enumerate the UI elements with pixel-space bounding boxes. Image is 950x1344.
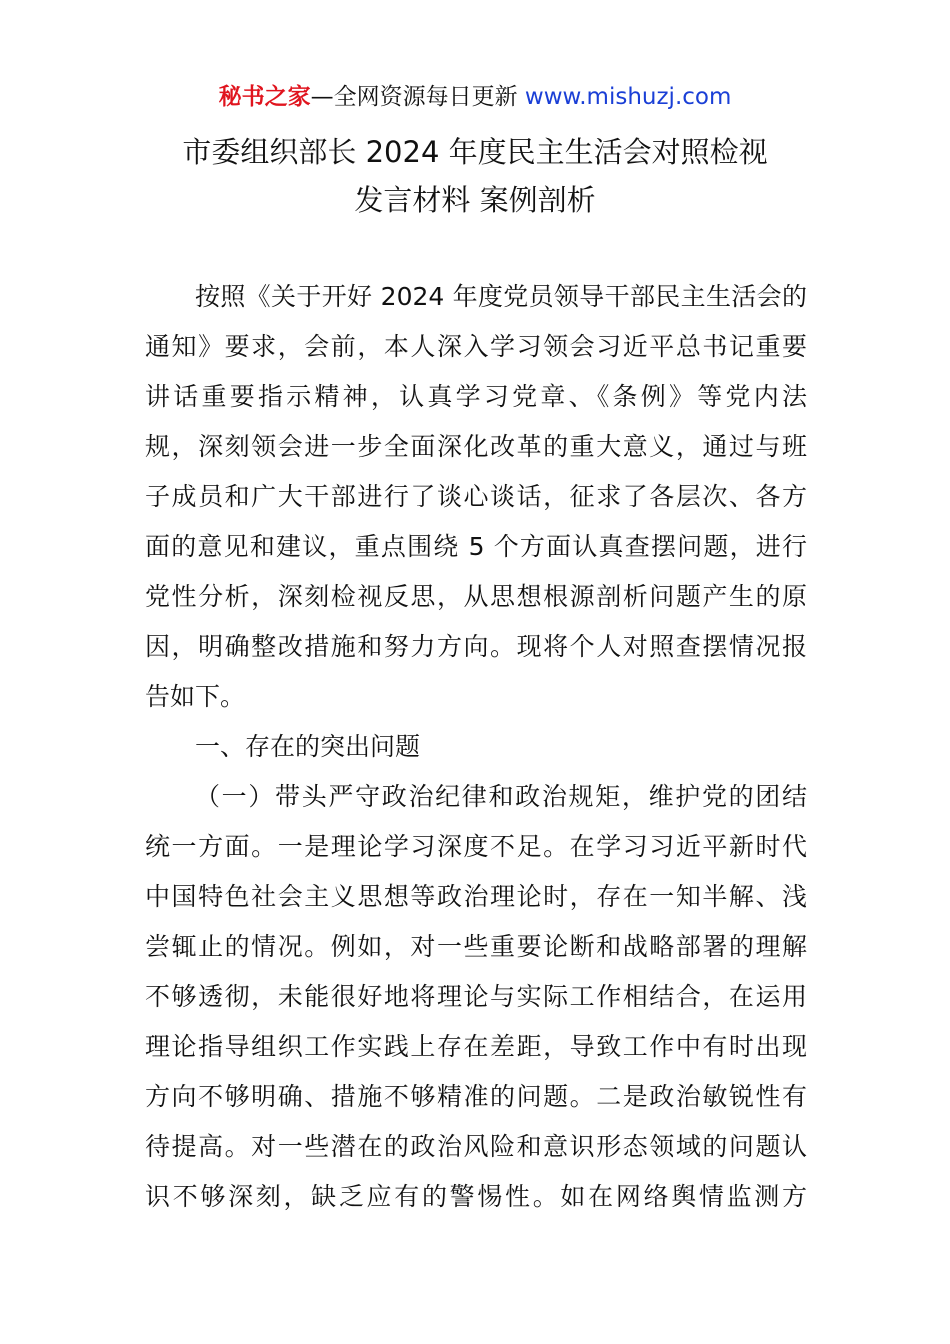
paragraph-1-line: 规，深刻领会进一步全面深化改革的重大意义，通过与班 — [145, 432, 807, 461]
paragraph-2-line: 待提高。对一些潜在的政治风险和意识形态领域的问题认 — [145, 1132, 807, 1161]
document-title — [145, 128, 805, 224]
document-body — [145, 272, 807, 1222]
paragraph-2-line: 方向不够明确、措施不够精准的问题。二是政治敏锐性有 — [145, 1082, 807, 1111]
site-header — [0, 80, 950, 114]
paragraph-1-line: 子成员和广大干部进行了谈心谈话，征求了各层次、各方 — [145, 482, 807, 511]
paragraph-1-line: 讲话重要指示精神，认真学习党章、《条例》等党内法 — [145, 382, 807, 411]
paragraph-2-line: （一）带头严守政治纪律和政治规矩，维护党的团结 — [195, 782, 807, 811]
paragraph-1-line: 党性分析，深刻检视反思，从思想根源剖析问题产生的原 — [145, 582, 807, 611]
paragraph-1-line: 告如下。 — [145, 682, 246, 711]
paragraph-2-line: 不够透彻，未能很好地将理论与实际工作相结合，在运用 — [145, 982, 807, 1011]
paragraph-2-line: 中国特色社会主义思想等政治理论时，存在一知半解、浅 — [145, 882, 807, 911]
paragraph-1-line: 因，明确整改措施和努力方向。现将个人对照查摆情况报 — [145, 632, 807, 661]
title-line-1: 市委组织部长 2024 年度民主生活会对照检视 — [182, 135, 768, 169]
title-line-2: 发言材料 案例剖析 — [354, 183, 596, 217]
paragraph-2-line: 理论指导组织工作实践上存在差距，导致工作中有时出现 — [145, 1032, 807, 1061]
paragraph-2-line: 尝辄止的情况。例如，对一些重要论断和战略部署的理解 — [145, 932, 807, 961]
section-heading: 一、存在的突出问题 — [195, 732, 421, 761]
site-slogan: —全网资源每日更新 — [310, 84, 525, 110]
paragraph-1-line: 通知》要求，会前，本人深入学习领会习近平总书记重要 — [145, 332, 807, 361]
site-url-link[interactable]: www.mishuzj.com — [524, 84, 732, 110]
site-name: 秘书之家 — [218, 84, 311, 110]
paragraph-1-line: 按照《关于开好 2024 年度党员领导干部民主生活会的 — [195, 282, 807, 311]
paragraph-2-line: 识不够深刻，缺乏应有的警惕性。如在网络舆情监测方 — [145, 1182, 807, 1211]
paragraph-1-line: 面的意见和建议，重点围绕 5 个方面认真查摆问题，进行 — [145, 532, 807, 561]
paragraph-2-line: 统一方面。一是理论学习深度不足。在学习习近平新时代 — [145, 832, 807, 861]
